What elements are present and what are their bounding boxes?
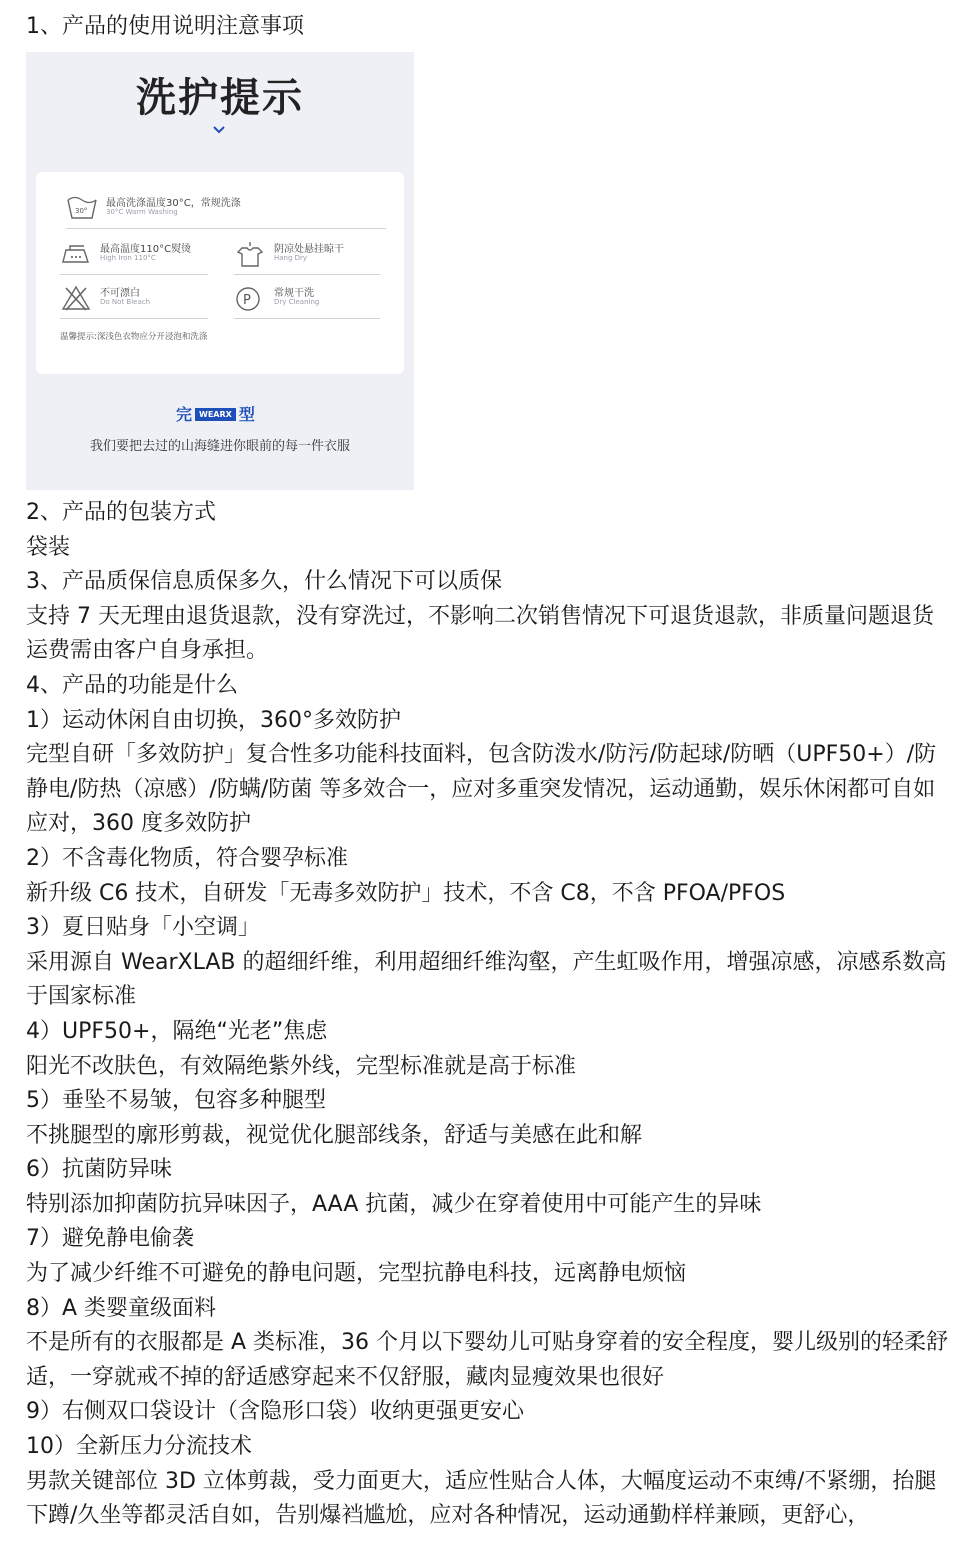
feature-body: 特别添加抑菌防抗异味因子，AAA 抗菌，减少在穿着使用中可能产生的异味 xyxy=(26,1191,762,1217)
care-item-wash xyxy=(66,192,386,229)
care-item-sublabel: High Iron 110°C xyxy=(100,254,156,262)
care-item-no-bleach xyxy=(60,282,208,319)
dry-clean-icon xyxy=(234,284,266,312)
section-1-heading: 1、产品的使用说明注意事项 xyxy=(26,14,304,39)
care-item-dry-clean xyxy=(234,282,380,319)
feature-title: 8）A 类婴童级面料 xyxy=(26,1295,217,1321)
section-2-heading: 2、产品的包装方式 xyxy=(26,500,216,525)
care-item-sublabel: Do Not Bleach xyxy=(100,298,151,306)
care-item-label: 常规干洗 xyxy=(274,288,314,299)
document-body xyxy=(26,496,954,1534)
feature-title: 1）运动休闲自由切换，360°多效防护 xyxy=(26,707,401,733)
feature-body: 男款关键部位 3D 立体剪裁，受力面更大，适应性贴合人体，大幅度运动不束缚/不紧绷，抬腿下蹲/久坐等都灵活自如，告别爆裆尴尬，应对各种情况，运动通勤样样兼顾，更舒心， xyxy=(26,1468,937,1529)
chevron-down-icon xyxy=(213,124,225,136)
feature-title: 2）不含毒化物质，符合婴孕标准 xyxy=(26,845,348,871)
care-panel xyxy=(36,172,404,374)
feature-body: 不是所有的衣服都是 A 类标准，36 个月以下婴幼儿可贴身穿着的安全程度，婴儿级别的轻柔舒适，一穿就戒不掉的舒适感穿起来不仅舒服，藏肉显瘦效果也很好 xyxy=(26,1330,949,1390)
brand-slogan: 我们要把去过的山海缝进你眼前的每一件衣服 xyxy=(89,439,350,454)
care-item-label: 最高洗涤温度30°C，常规洗涤 xyxy=(106,198,241,209)
care-item-label: 不可漂白 xyxy=(100,288,140,299)
feature-title: 10）全新压力分流技术 xyxy=(26,1434,252,1460)
hang-dry-icon xyxy=(234,240,266,268)
care-item-label: 阴凉处悬挂晾干 xyxy=(274,244,344,255)
feature-body: 阳光不改肤色，有效隔绝紫外线，完型标准就是高于标准 xyxy=(26,1053,577,1079)
section-2-body: 袋装 xyxy=(26,534,71,560)
care-item-sublabel: 30°C Warm Washing xyxy=(106,208,178,216)
brand-logo-right: 型 xyxy=(238,405,255,424)
wash-30-icon xyxy=(66,194,98,222)
feature-title: 5）垂坠不易皱，包容多种腿型 xyxy=(26,1088,326,1114)
feature-body: 不挑腿型的廓形剪裁，视觉优化腿部线条，舒适与美感在此和解 xyxy=(26,1122,643,1148)
feature-title: 7）避免静电偷袭 xyxy=(26,1226,194,1252)
section-3-heading: 3、产品质保信息质保多久，什么情况下可以质保 xyxy=(26,569,502,595)
care-item-label: 最高温度110°C熨烫 xyxy=(100,244,192,255)
care-instructions-image xyxy=(26,52,414,490)
feature-body: 为了减少纤维不可避免的静电问题，完型抗静电科技，远离静电烦恼 xyxy=(26,1261,687,1287)
feature-body: 完型自研「多效防护」复合性多功能科技面料，包含防泼水/防污/防起球/防晒（UPF50+）/防静电/防热（凉感）/防螨/防菌 等多效合一，应对多重突发情况，运动通勤，娱乐休闲都可自如应对，360 度多效防护 xyxy=(26,742,937,837)
feature-title: 6）抗菌防异味 xyxy=(26,1157,172,1183)
svg-text:P: P xyxy=(243,293,251,308)
care-item-iron xyxy=(60,238,208,275)
feature-title: 9）右侧双口袋设计（含隐形口袋）收纳更强更安心 xyxy=(26,1399,524,1425)
section-3-body: 支持 7 天无理由退货退款，没有穿洗过，不影响二次销售情况下可退货退款，非质量问题退货运费需由客户自身承担。 xyxy=(26,603,934,664)
no-bleach-icon xyxy=(60,284,92,312)
care-item-hang-dry xyxy=(234,238,380,275)
care-item-sublabel: Dry Cleaning xyxy=(274,298,320,306)
brand-logo-mid: WEARX xyxy=(195,408,236,421)
care-title: 洗护提示 xyxy=(136,75,304,121)
iron-icon xyxy=(60,240,92,268)
section-4-heading: 4、产品的功能是什么 xyxy=(26,672,238,698)
care-tip: 温馨提示:深浅色衣物应分开浸泡和洗涤 xyxy=(60,332,208,342)
care-item-sublabel: Hang Dry xyxy=(274,254,308,262)
feature-body: 新升级 C6 技术，自研发「无毒多效防护」技术，不含 C8，不含 PFOA/PFOS xyxy=(26,880,786,906)
feature-body: 采用源自 WearXLAB 的超细纤维，利用超细纤维沟壑，产生虹吸作用，增强凉感，凉感系数高于国家标准 xyxy=(26,949,947,1010)
brand-logo-left: 完 xyxy=(176,405,193,424)
feature-title: 3）夏日贴身「小空调」 xyxy=(26,915,260,941)
brand-logo xyxy=(176,402,255,424)
feature-title: 4）UPF50+，隔绝“光老”焦虑 xyxy=(26,1018,328,1044)
svg-text:30°: 30° xyxy=(75,207,88,215)
